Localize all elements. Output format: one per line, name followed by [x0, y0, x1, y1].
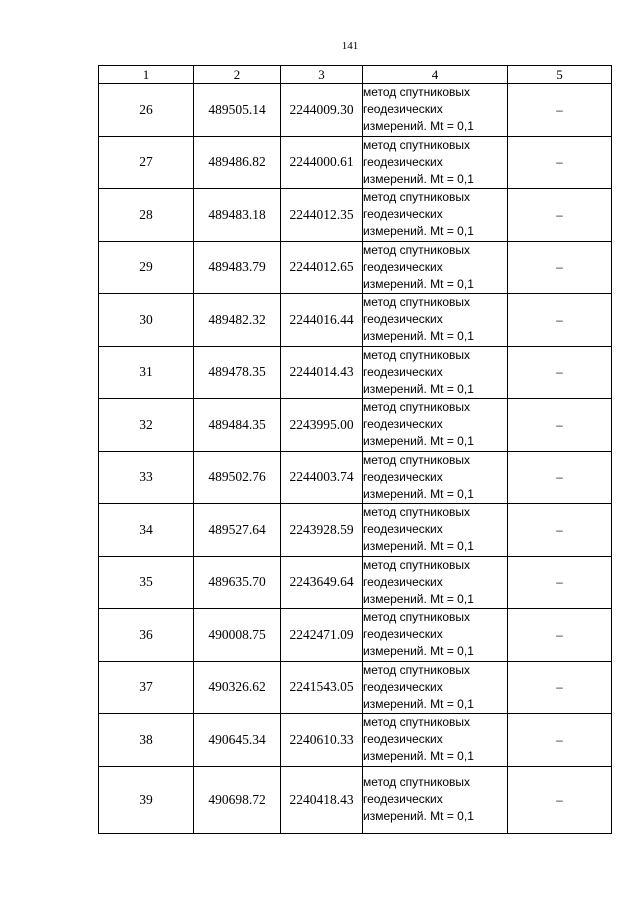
table-row [99, 241, 612, 294]
header-row [99, 66, 612, 84]
x-coordinate-cell: 489483.79 [194, 241, 281, 294]
x-coordinate-cell: 490645.34 [194, 714, 281, 767]
table-row [99, 556, 612, 609]
x-coordinate-cell: 489478.35 [194, 346, 281, 399]
x-coordinate-cell: 489483.18 [194, 189, 281, 242]
note-cell: – [508, 241, 612, 294]
table-body [99, 84, 612, 834]
method-cell: метод спутниковых геодезических измерений. Mt = 0,1 [363, 556, 508, 609]
header-col-2: 2 [194, 66, 281, 84]
method-cell: метод спутниковых геодезических измерений. Mt = 0,1 [363, 189, 508, 242]
table-row [99, 346, 612, 399]
point-number-cell: 36 [99, 609, 194, 662]
y-coordinate-cell: 2243928.59 [281, 504, 363, 557]
point-number-cell: 26 [99, 84, 194, 137]
note-cell: – [508, 294, 612, 347]
y-coordinate-cell: 2242471.09 [281, 609, 363, 662]
x-coordinate-cell: 490698.72 [194, 766, 281, 833]
x-coordinate-cell: 489505.14 [194, 84, 281, 137]
method-cell: метод спутниковых геодезических измерений. Mt = 0,1 [363, 84, 508, 137]
method-cell: метод спутниковых геодезических измерений. Mt = 0,1 [363, 399, 508, 452]
point-number-cell: 30 [99, 294, 194, 347]
x-coordinate-cell: 489486.82 [194, 136, 281, 189]
method-cell: метод спутниковых геодезических измерений. Mt = 0,1 [363, 609, 508, 662]
y-coordinate-cell: 2244012.65 [281, 241, 363, 294]
method-cell: метод спутниковых геодезических измерений. Mt = 0,1 [363, 241, 508, 294]
note-cell: – [508, 451, 612, 504]
method-cell: метод спутниковых геодезических измерений. Mt = 0,1 [363, 136, 508, 189]
note-cell: – [508, 399, 612, 452]
point-number-cell: 37 [99, 661, 194, 714]
note-cell: – [508, 136, 612, 189]
point-number-cell: 31 [99, 346, 194, 399]
method-cell: метод спутниковых геодезических измерений. Mt = 0,1 [363, 714, 508, 767]
x-coordinate-cell: 489527.64 [194, 504, 281, 557]
x-coordinate-cell: 489482.32 [194, 294, 281, 347]
page-number: 141 [341, 40, 359, 52]
method-cell: метод спутниковых геодезических измерений. Mt = 0,1 [363, 504, 508, 557]
point-number-cell: 28 [99, 189, 194, 242]
method-cell: метод спутниковых геодезических измерений. Mt = 0,1 [363, 451, 508, 504]
point-number-cell: 39 [99, 766, 194, 833]
note-cell: – [508, 346, 612, 399]
method-cell: метод спутниковых геодезических измерений. Mt = 0,1 [363, 346, 508, 399]
y-coordinate-cell: 2244016.44 [281, 294, 363, 347]
point-number-cell: 35 [99, 556, 194, 609]
note-cell: – [508, 766, 612, 833]
note-cell: – [508, 504, 612, 557]
note-cell: – [508, 189, 612, 242]
coordinates-table [98, 65, 612, 834]
y-coordinate-cell: 2244000.61 [281, 136, 363, 189]
header-col-3: 3 [281, 66, 363, 84]
y-coordinate-cell: 2240418.43 [281, 766, 363, 833]
header-col-1: 1 [99, 66, 194, 84]
note-cell: – [508, 661, 612, 714]
header-col-5: 5 [508, 66, 612, 84]
table-row [99, 189, 612, 242]
table-row [99, 294, 612, 347]
x-coordinate-cell: 490326.62 [194, 661, 281, 714]
note-cell: – [508, 84, 612, 137]
point-number-cell: 34 [99, 504, 194, 557]
table-row [99, 451, 612, 504]
y-coordinate-cell: 2244009.30 [281, 84, 363, 137]
method-cell: метод спутниковых геодезических измерений. Mt = 0,1 [363, 766, 508, 833]
y-coordinate-cell: 2244003.74 [281, 451, 363, 504]
method-cell: метод спутниковых геодезических измерений. Mt = 0,1 [363, 661, 508, 714]
point-number-cell: 33 [99, 451, 194, 504]
y-coordinate-cell: 2243995.00 [281, 399, 363, 452]
table-row [99, 84, 612, 137]
table-row [99, 714, 612, 767]
point-number-cell: 27 [99, 136, 194, 189]
x-coordinate-cell: 489484.35 [194, 399, 281, 452]
y-coordinate-cell: 2240610.33 [281, 714, 363, 767]
table-row [99, 399, 612, 452]
y-coordinate-cell: 2244014.43 [281, 346, 363, 399]
table-row [99, 504, 612, 557]
table-row [99, 766, 612, 833]
table-row [99, 661, 612, 714]
note-cell: – [508, 714, 612, 767]
point-number-cell: 29 [99, 241, 194, 294]
y-coordinate-cell: 2243649.64 [281, 556, 363, 609]
y-coordinate-cell: 2244012.35 [281, 189, 363, 242]
point-number-cell: 38 [99, 714, 194, 767]
x-coordinate-cell: 489635.70 [194, 556, 281, 609]
note-cell: – [508, 609, 612, 662]
table-row [99, 609, 612, 662]
method-cell: метод спутниковых геодезических измерений. Mt = 0,1 [363, 294, 508, 347]
table-header [99, 66, 612, 84]
note-cell: – [508, 556, 612, 609]
point-number-cell: 32 [99, 399, 194, 452]
header-col-4: 4 [363, 66, 508, 84]
y-coordinate-cell: 2241543.05 [281, 661, 363, 714]
table-row [99, 136, 612, 189]
x-coordinate-cell: 490008.75 [194, 609, 281, 662]
x-coordinate-cell: 489502.76 [194, 451, 281, 504]
